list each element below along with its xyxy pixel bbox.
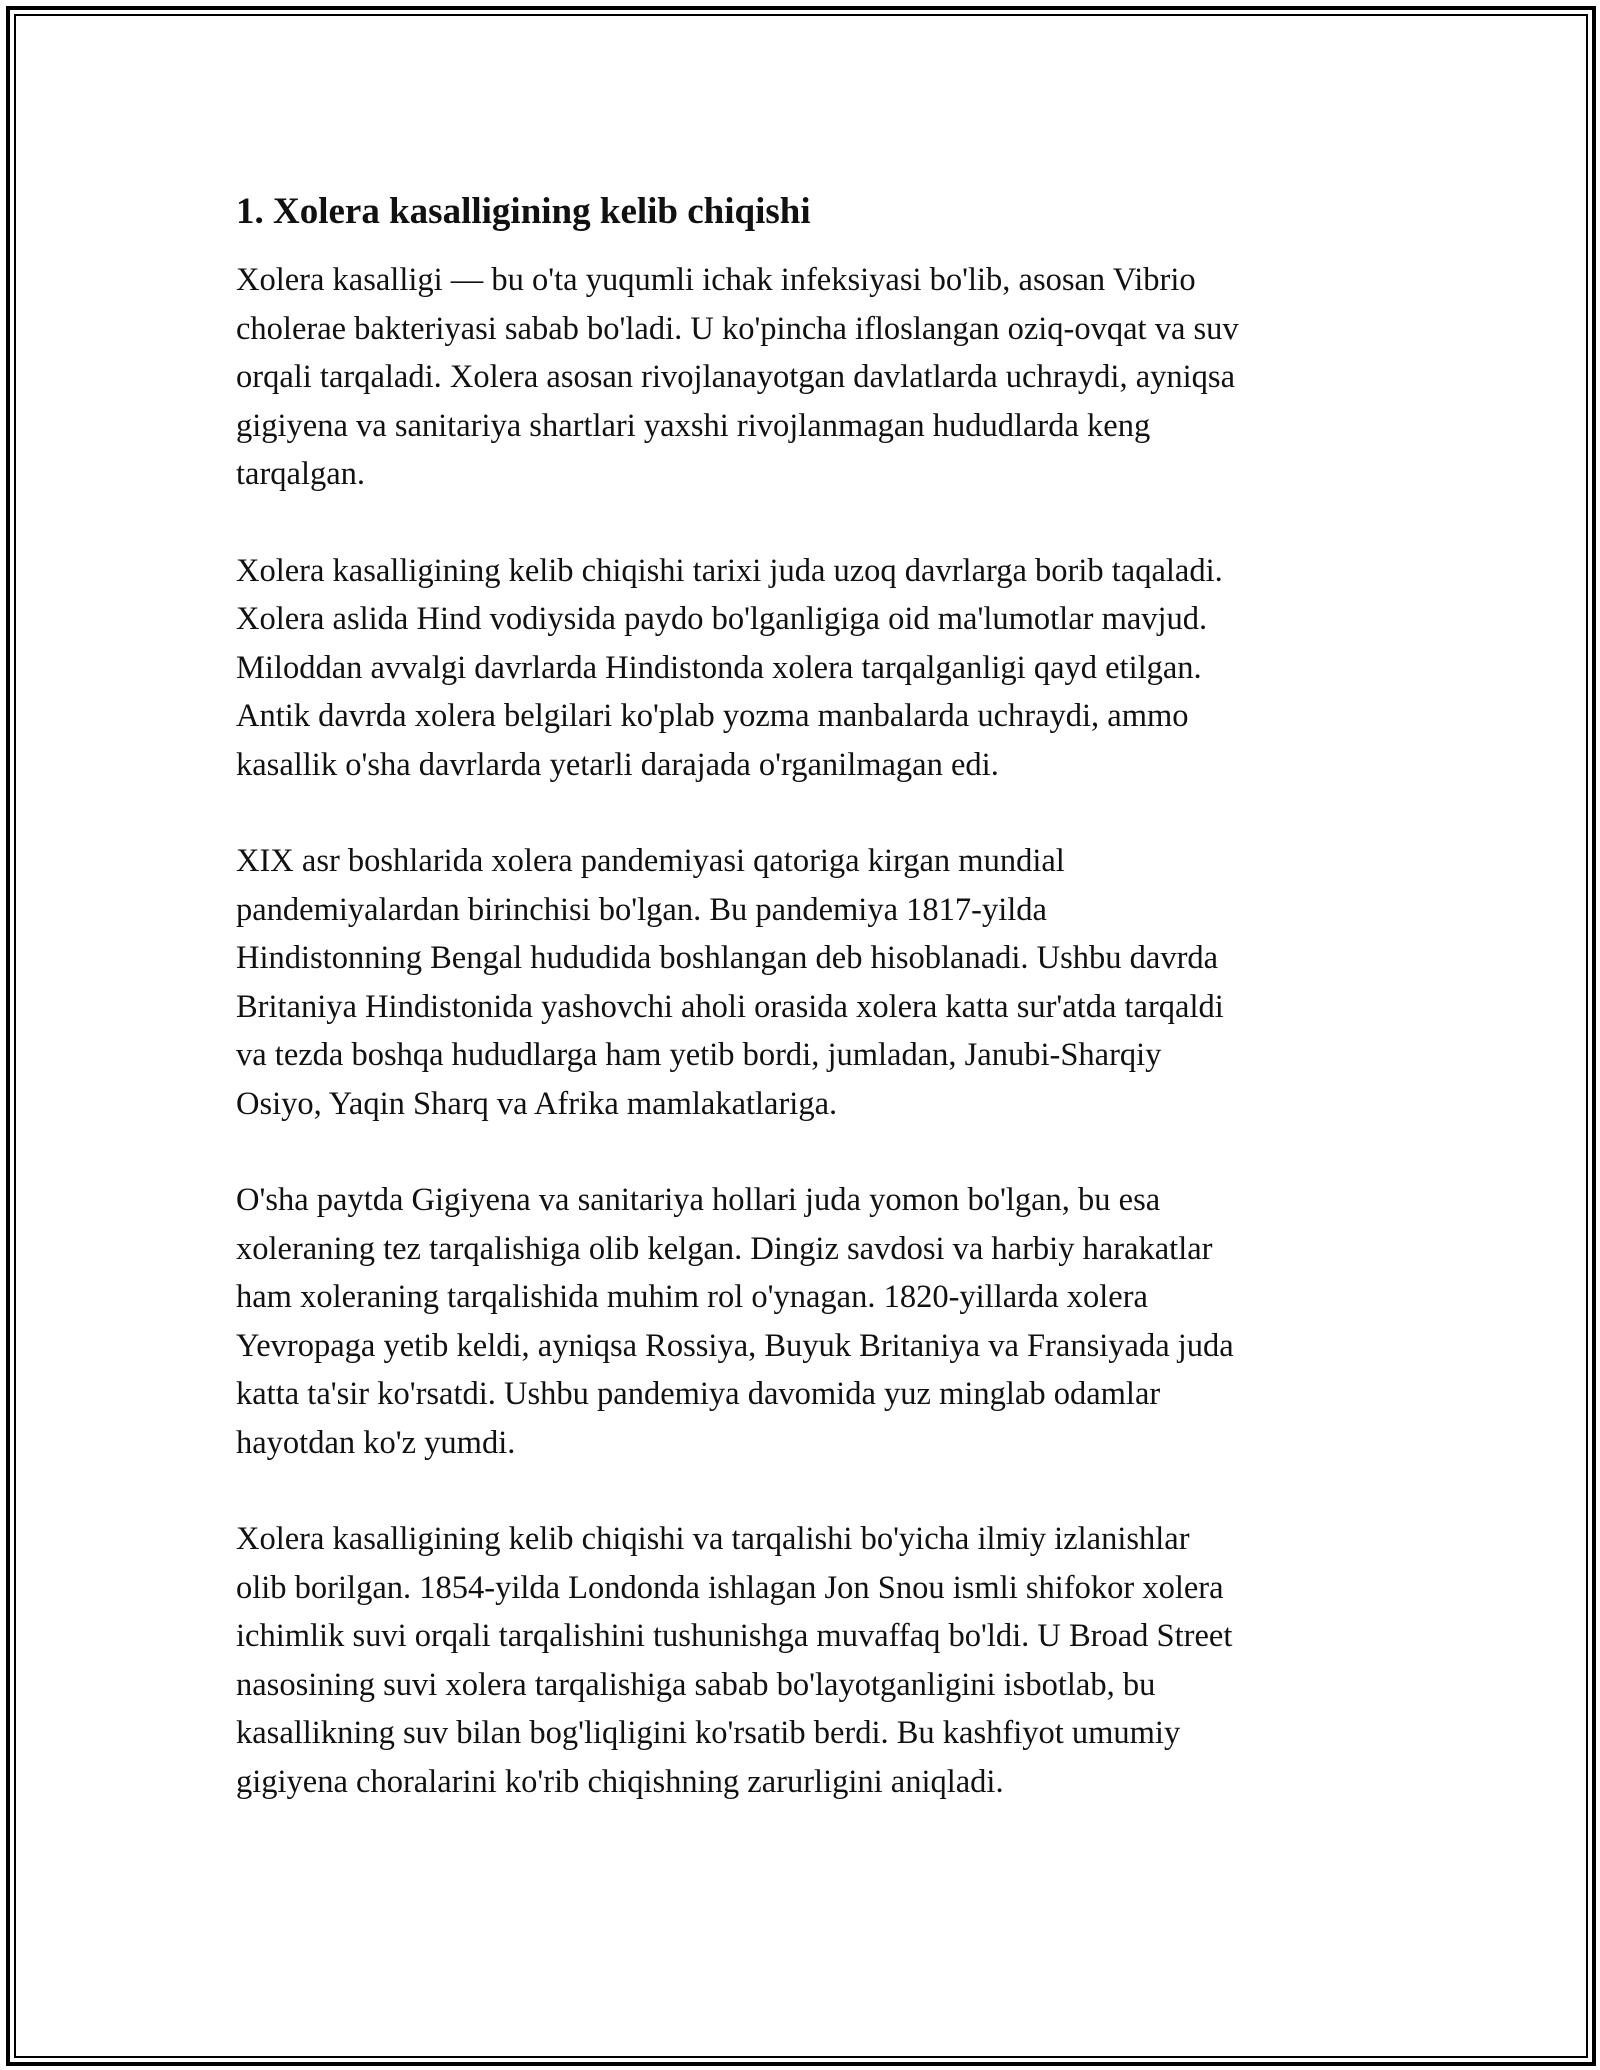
text-line: nasosining suvi xolera tarqalishiga sabab bo'layotganligini isbotlab, bu xyxy=(236,1666,1156,1703)
text-line: Yevropaga yetib keldi, ayniqsa Rossiya, Buyuk Britaniya va Fransiyada juda xyxy=(236,1327,1234,1364)
text-line: kasallik o'sha davrlarda yetarli darajada o'rganilmagan edi. xyxy=(236,746,999,783)
text-line: Xolera kasalligining kelib chiqishi tarixi juda uzoq davrlarga borib taqaladi. xyxy=(236,552,1223,589)
text-line: ham xoleraning tarqalishida muhim rol o'ynagan. 1820-yillarda xolera xyxy=(236,1279,1148,1315)
text-line: olib borilgan. 1854-yilda Londonda ishlagan Jon Snou ismli shifokor xolera xyxy=(236,1569,1224,1606)
text-line: Britaniya Hindistonida yashovchi aholi orasida xolera katta sur'atda tarqaldi xyxy=(236,988,1224,1025)
text-line: Osiyo, Yaqin Sharq va Afrika mamlakatlariga. xyxy=(236,1085,838,1122)
text-line: Antik davrda xolera belgilari ko'plab yozma manbalarda uchraydi, ammo xyxy=(236,698,1189,734)
text-line: va tezda boshqa hududlarga ham yetib bordi, jumladan, Janubi-Sharqiy xyxy=(236,1037,1162,1073)
document-body xyxy=(236,188,1376,1854)
text-line: gigiyena choralarini ko'rib chiqishning zarurligini aniqladi. xyxy=(236,1763,1004,1800)
text-line: hayotdan ko'z yumdi. xyxy=(236,1424,516,1461)
text-line: O'sha paytda Gigiyena va sanitariya hollari juda yomon bo'lgan, bu esa xyxy=(236,1182,1161,1218)
text-line: ichimlik suvi orqali tarqalishini tushunishga muvaffaq bo'ldi. U Broad Street xyxy=(236,1618,1233,1654)
text-line: Xolera aslida Hind vodiysida paydo bo'lganligiga oid ma'lumotlar mavjud. xyxy=(236,601,1208,637)
paragraph-1 xyxy=(236,256,1376,499)
text-line: Miloddan avvalgi davrlarda Hindistonda xolera tarqalganligi qayd etilgan. xyxy=(236,649,1202,686)
text-line: cholerae bakteriyasi sabab bo'ladi. U ko'pincha ifloslangan oziq-ovqat va suv xyxy=(236,310,1239,347)
text-line: tarqalgan. xyxy=(236,456,366,492)
paragraph-4 xyxy=(236,1176,1376,1467)
text-line: katta ta'sir ko'rsatdi. Ushbu pandemiya davomida yuz minglab odamlar xyxy=(236,1376,1161,1412)
paragraph-3 xyxy=(236,837,1376,1128)
text-line: XIX asr boshlarida xolera pandemiyasi qatoriga kirgan mundial xyxy=(236,843,1065,879)
text-line: Xolera kasalligining kelib chiqishi va tarqalishi bo'yicha ilmiy izlanishlar xyxy=(236,1521,1190,1557)
text-line: gigiyena va sanitariya shartlari yaxshi rivojlanmagan hududlarda keng xyxy=(236,407,1151,444)
text-line: pandemiyalardan birinchisi bo'lgan. Bu pandemiya 1817-yilda xyxy=(236,891,1047,928)
paragraph-2 xyxy=(236,547,1376,790)
text-line: Xolera kasalligi — bu o'ta yuqumli ichak infeksiyasi bo'lib, asosan Vibrio xyxy=(236,262,1196,298)
text-line: xoleraning tez tarqalishiga olib kelgan. Dingiz savdosi va harbiy harakatlar xyxy=(236,1230,1213,1267)
text-line: Hindistonning Bengal hududida boshlangan deb hisoblanadi. Ushbu davrda xyxy=(236,940,1219,976)
paragraph-5 xyxy=(236,1515,1376,1806)
text-line: kasallikning suv bilan bog'liqligini ko'rsatib berdi. Bu kashfiyot umumiy xyxy=(236,1715,1181,1751)
text-line: orqali tarqaladi. Xolera asosan rivojlanayotgan davlatlarda uchraydi, ayniqsa xyxy=(236,359,1235,395)
section-heading: 1. Xolera kasalligining kelib chiqishi xyxy=(236,191,811,232)
